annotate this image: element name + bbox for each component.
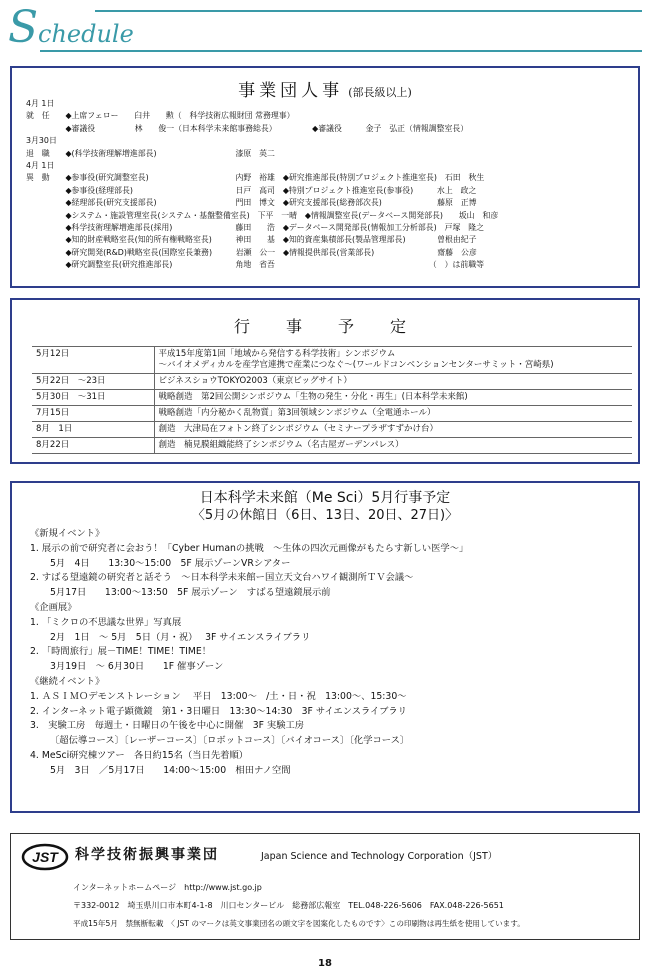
event-date: 5月22日 ～23日 bbox=[32, 374, 154, 390]
mesci-line: 4. MeSci研究棟ツアー 各日約15名（当日先着順） bbox=[30, 749, 249, 761]
event-description: ビジネスショウTOKYO2003（東京ビッグサイト） bbox=[154, 374, 632, 390]
mesci-line: 《新規イベント》 bbox=[30, 528, 105, 539]
jst-info-box bbox=[10, 833, 640, 940]
mesci-line: 《継続イベント》 bbox=[30, 675, 105, 687]
mesci-subtitle: 〈5月の休館日（6日、13日、20日、27日)〉 bbox=[191, 508, 459, 523]
personnel-line: ◆経理部長(研究支援部長) 門田 博文 ◆研究支援部長(総務部次長) 藤原 正博 bbox=[26, 198, 477, 208]
mesci-line: 1. 「ミクロの不思議な世界」写真展 bbox=[30, 616, 182, 628]
mesci-line: 《企画展》 bbox=[30, 601, 77, 613]
mesci-line: 〔超伝導コース〕〔レーザーコース〕〔ロボットコース〕〔バイオコース〕〔化学コース〕 bbox=[50, 735, 410, 747]
event-row bbox=[32, 422, 632, 438]
jst-address: 〒332-0012 埼玉県川口市本町4-1-8 川口センタービル 総務部広報室 TEL.048-226-5606 FAX.048-226-5651 bbox=[73, 901, 504, 910]
personnel-title: 事業団人事 bbox=[238, 81, 344, 101]
personnel-line: 4月 1日 bbox=[26, 99, 55, 108]
personnel-subtitle: (部長級以上) bbox=[348, 86, 412, 99]
event-date: 7月15日 bbox=[32, 406, 154, 422]
jst-logo bbox=[21, 842, 69, 872]
mesci-title: 日本科学未来館（Me Sci）5月行事予定 bbox=[199, 490, 451, 506]
event-date: 8月22日 bbox=[32, 438, 154, 454]
event-date: 5月12日 bbox=[32, 347, 154, 374]
mesci-section bbox=[10, 481, 640, 813]
personnel-line: ◆知的財産戦略室長(知的所有権戦略室長) 神田 基 ◆知的資産集積部長(製品管理部長) 曽根由紀子 bbox=[26, 235, 477, 245]
event-description: 戦略創造 第2回公開シンポジウム「生物の発生・分化・再生」(日本科学未来館) bbox=[154, 390, 632, 406]
personnel-section bbox=[10, 66, 640, 288]
event-description: 戦略創造「内分秘かく乱物質」第3回領域シンポジウム（全電通ホール） bbox=[154, 406, 632, 422]
event-row bbox=[32, 390, 632, 406]
mesci-event-list bbox=[30, 527, 468, 779]
personnel-line: 退 職 ◆(科学技術理解増進部長) 漆原 英二 bbox=[26, 148, 275, 158]
svg-text:JST: JST bbox=[32, 849, 58, 865]
header-rule-top bbox=[95, 10, 642, 12]
personnel-line: 4月 1日 bbox=[26, 161, 55, 171]
schedule-title-initial: S bbox=[8, 2, 39, 53]
jst-note: 平成15年5月 禁無断転載 〈 JST のマークは英文事業団名の頭文字を図案化したものです〉この印刷物は再生紙を使用しています。 bbox=[73, 919, 525, 928]
events-table bbox=[32, 346, 632, 454]
personnel-line: 3月30日 bbox=[26, 136, 57, 146]
mesci-line: 5月 3日 ／5月17日 14:00～15:00 相田ナノ空間 bbox=[50, 764, 291, 776]
event-description: 創造 大津局在フォトン終了シンポジウム（セミナープラザすずかけ台） bbox=[154, 422, 632, 438]
personnel-list bbox=[26, 98, 498, 272]
personnel-line: 異 動 ◆参事役(研究調整室長) 内野 裕雄 ◆研究推進部長(特別プロジェクト推進室長) 石田 秋生 bbox=[26, 173, 485, 183]
schedule-header bbox=[0, 0, 650, 58]
mesci-line: 2. インターネット電子顕微鏡 第1・3日曜日 13:30～14:30 3F サイエンスライブラリ bbox=[30, 705, 407, 717]
personnel-line: ◆参事役(経理部長) 日戸 高司 ◆特別プロジェクト推進室長(参事役) 水上 政之 bbox=[26, 185, 477, 195]
event-row bbox=[32, 438, 632, 454]
personnel-line: ◆科学技術理解増進部長(採用) 藤田 浩 ◆データベース開発部長(情報加工分析部長) 戸塚 隆之 bbox=[26, 223, 485, 233]
mesci-line: 2. 「時間旅行」展－TIME！TIME！TIME！ bbox=[30, 646, 212, 658]
jst-name: 科学技術振興事業団 bbox=[75, 847, 219, 863]
event-row bbox=[32, 406, 632, 422]
jst-name-english: Japan Science and Technology Corporation（JST） bbox=[261, 851, 498, 862]
mesci-line: 2. すばる望遠鏡の研究者と話そう ～日本科学未来館ー国立天文台ハワイ観測所ＴＶ会議～ bbox=[30, 572, 414, 584]
personnel-line: ◆システム・施設管理室長(システム・基盤整備室長) 下平 一晴 ◆情報調整室長(データベース開発部長) 坂山 和彦 bbox=[26, 210, 499, 220]
header-rule-bottom bbox=[40, 50, 642, 52]
event-date: 8月 1日 bbox=[32, 422, 154, 438]
personnel-line: ◆研究調整室長(研究推進部長) 角地 省吾 （ ）は前職等 bbox=[26, 260, 485, 270]
personnel-line: ◆審議役 林 俊一（日本科学未来館事務総長） ◆審議役 金子 弘正（情報調整室長） bbox=[26, 123, 469, 133]
mesci-line: 5月 4日 13:30～15:00 5F 展示ゾーンVRシアター bbox=[50, 557, 291, 569]
event-description: 創造 楠見膜組織能終了シンポジウム（名古屋ガーデンパレス） bbox=[154, 438, 632, 454]
schedule-title: chedule bbox=[38, 20, 134, 48]
events-section bbox=[10, 298, 640, 464]
event-row bbox=[32, 347, 632, 374]
event-date: 5月30日 ～31日 bbox=[32, 390, 154, 406]
mesci-line: 1. 展示の前で研究者に会おう！「Cyber Humanの挑戦 ～生体の四次元画像がもたらす新しい医学～」 bbox=[30, 542, 469, 554]
page-number: 18 bbox=[318, 958, 332, 969]
event-row bbox=[32, 374, 632, 390]
mesci-line: 3. 実験工房 毎週土・日曜日の午後を中心に開催 3F 実験工房 bbox=[30, 720, 305, 732]
mesci-line: 3月19日 ～ 6月30日 1F 催事ゾーン bbox=[50, 661, 224, 673]
event-description: 平成15年度第1回「地域から発信する科学技術」シンポジウム ～バイオメディカルを産学官連携で産業につなぐ～(ワールドコンベンションセンターサミット・宮崎県) bbox=[154, 347, 632, 374]
personnel-line: 就 任 ◆上席フェロー 臼井 勲（ 科学技術広報財団 常務理事） bbox=[26, 111, 295, 121]
personnel-line: ◆研究開発(R&D)戦略室長(国際室長兼務) 岩瀬 公一 ◆情報提供部長(営業部長) 齋藤 公彦 bbox=[26, 247, 477, 257]
mesci-line: 2月 1日 ～ 5月 5日（月・祝） 3F サイエンスライブラリ bbox=[50, 631, 311, 643]
jst-url: インターネットホームページ http://www.jst.go.jp bbox=[73, 883, 262, 892]
mesci-line: 1. ＡＳＩＭＯデモンストレーション 平日 13:00～ /土・日・祝 13:00～、15:30～ bbox=[30, 690, 407, 702]
mesci-line: 5月17日 13:00～13:50 5F 展示ゾーン すばる望遠鏡展示前 bbox=[50, 587, 331, 599]
events-title: 行 事 予 定 bbox=[233, 317, 416, 336]
